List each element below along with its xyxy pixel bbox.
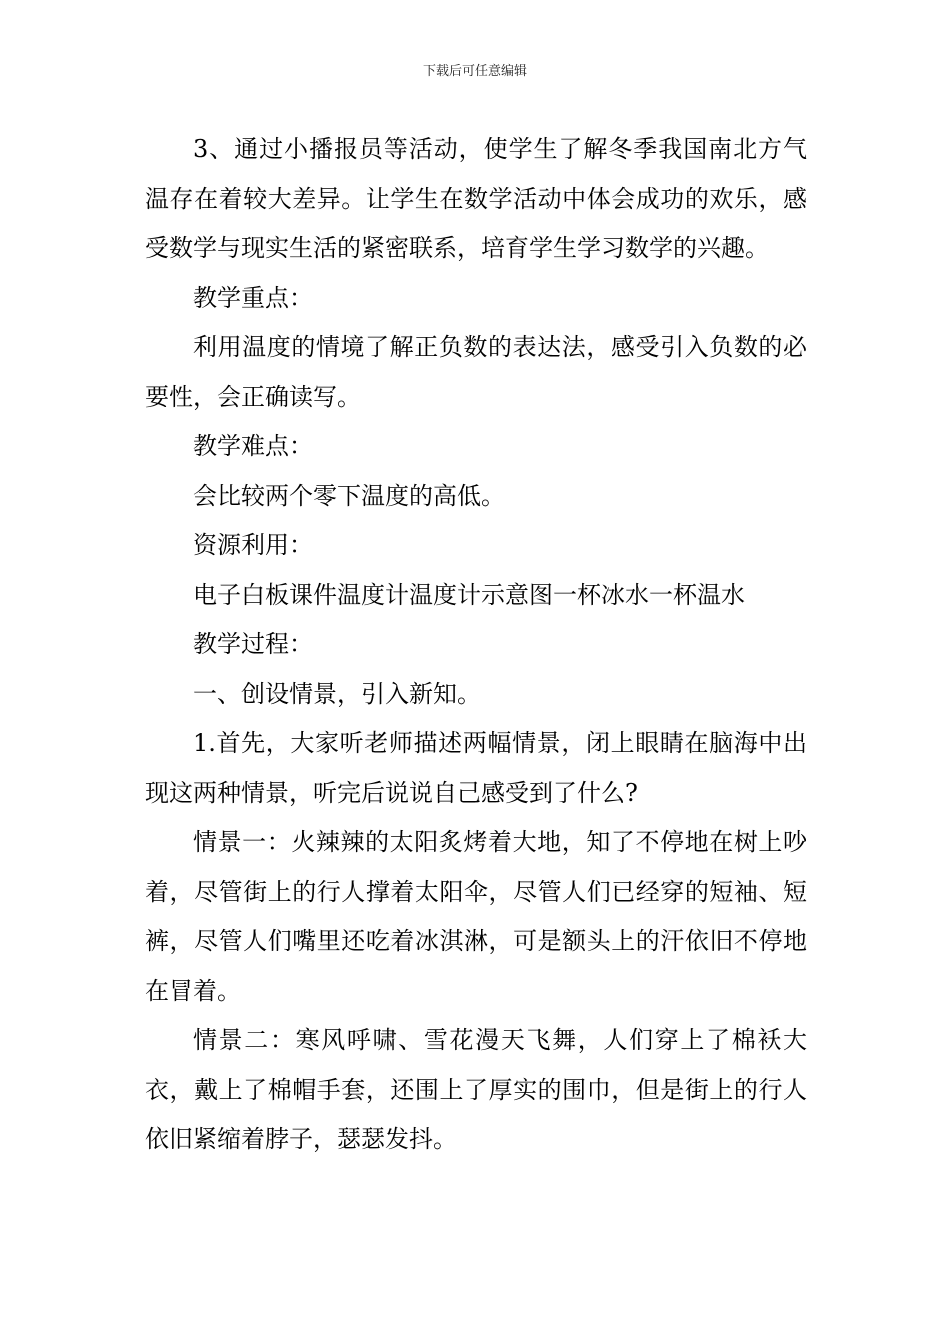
section-heading-1: 一、创设情景，引入新知。 [193,679,481,708]
heading-resources: 资源利用： [193,531,313,559]
paragraph-objective-3: 3、通过小播报员等活动，使学生了解冬季我国南北方气温存在着较大差异。让学生在数学活动中体会成功的欢乐，感受数学与现实生活的紧密联系，培育学生学习数学的兴趣。 [145,135,807,262]
paragraph-scene-1: 情景一：火辣辣的太阳炙烤着大地，知了不停地在树上吵着，尽管街上的行人撑着太阳伞，尽管人们已经穿的短袖、短裤，尽管人们嘴里还吃着冰淇淋，可是额头上的汗依旧不停地在冒着。 [145,828,807,1005]
paragraph-difficulties: 会比较两个零下温度的高低。 [193,481,505,510]
paragraph-resources: 电子白板课件温度计温度计示意图一杯冰水一杯温水 [193,580,745,609]
paragraph-key-points: 利用温度的情境了解正负数的表达法，感受引入负数的必要性，会正确读写。 [145,333,807,411]
page-header-note: 下载后可任意编辑 [422,64,527,79]
document-body [145,125,807,1165]
paragraph-step-1: 1.首先，大家听老师描述两幅情景，闭上眼睛在脑海中出现这两种情景，听完后说说自己感受到了什么? [145,729,807,807]
heading-difficulties: 教学难点： [193,432,313,460]
heading-process: 教学过程： [193,630,313,658]
heading-key-points: 教学重点： [193,283,313,312]
paragraph-scene-2: 情景二：寒风呼啸、雪花漫天飞舞，人们穿上了棉袄大衣，戴上了棉帽手套，还围上了厚实的围巾，但是街上的行人依旧紧缩着脖子，瑟瑟发抖。 [145,1026,807,1153]
